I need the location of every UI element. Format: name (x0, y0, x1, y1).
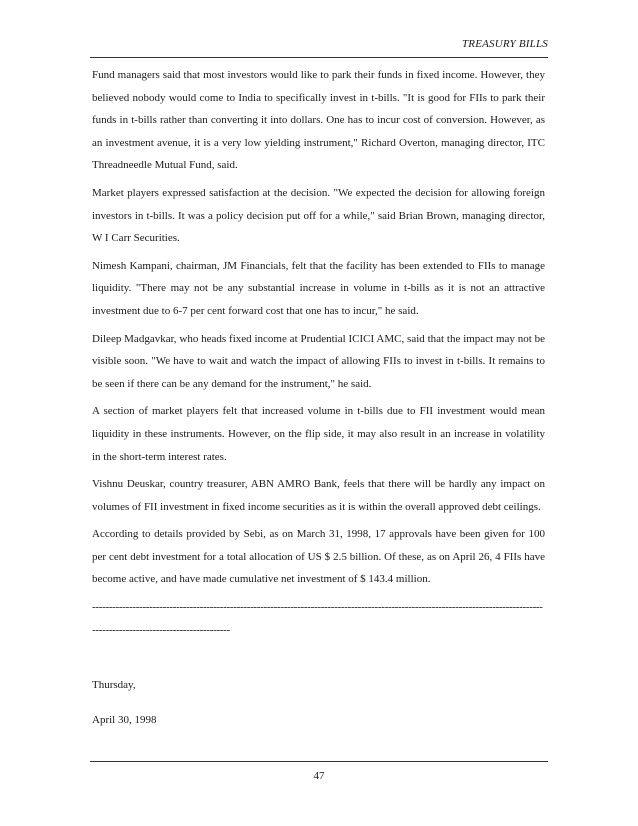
paragraph-market-players: Market players expressed satisfaction at the decision. "We expected the decision for allowing foreign investors in t-bills. It was a policy decision put off for a while," said Brian Brown, managing director, W I Carr Securities. (92, 186, 545, 245)
paragraph-sebi-details: According to details provided by Sebi, as on March 31, 1998, 17 approvals have been given for 100 per cent debt investment for a total allocation of US $ 2.5 billion. Of these, as on April 26, 4 FIIs have become active, and have made cumulative net investment of $ 143.4 million. (92, 528, 545, 586)
paragraph-vishnu-deuskar: Vishnu Deuskar, country treasurer, ABN AMRO Bank, feels that there will be hardly any impact on volumes of FII investment in fixed income securities as it is within the overall approved debt ceilings. (92, 478, 545, 513)
dateline-day: Thursday, (92, 679, 136, 692)
dateline-date: April 30, 1998 (92, 713, 157, 726)
header-rule (90, 57, 548, 58)
paragraph-section-market-players: A section of market players felt that increased volume in t-bills due to FII investment would mean liquidity in these instruments. However, on the flip side, it may also result in an increase in volatility in the short-term interest rates. (92, 405, 545, 463)
paragraph-fund-managers: Fund managers said that most investors would like to park their funds in fixed income. However, they believed nobody would come to India to specifically invest in t-bills. "It is good for FIIs to park their funds in t-bills rather than converting it into dollars. One has to incur cost of conversion. However, as an investment avenue, it is a very low yielding instrument," Richard Overton, managing director, ITC Threadneedle Mutual Fund, said. (92, 69, 545, 172)
running-header: TREASURY BILLS (461, 38, 548, 50)
document-body (92, 64, 545, 743)
paragraph-dileep-madgavkar: Dileep Madgavkar, who heads fixed income at Prudential ICICI AMC, said that the impact may not be visible soon. "We have to wait and watch the impact of allowing FIIs to invest in t-bills. It remains to be seen if there can be any demand for the instrument," he said. (92, 332, 545, 390)
footer-rule (90, 761, 548, 762)
paragraph-nimesh-kampani: Nimesh Kampani, chairman, JM Financials, felt that the facility has been extended to FIIs to manage liquidity. "There may not be any substantial increase in volume in t-bills as it is not an attractive investment due to 6-7 per cent forward cost that one has to incur," he said. (92, 259, 545, 317)
spacer (92, 641, 545, 674)
page-number: 47 (313, 770, 325, 782)
dashed-separator: ------------------------------------------------------------------------------------------------------------------------------------------------------------------------------- (92, 601, 543, 636)
